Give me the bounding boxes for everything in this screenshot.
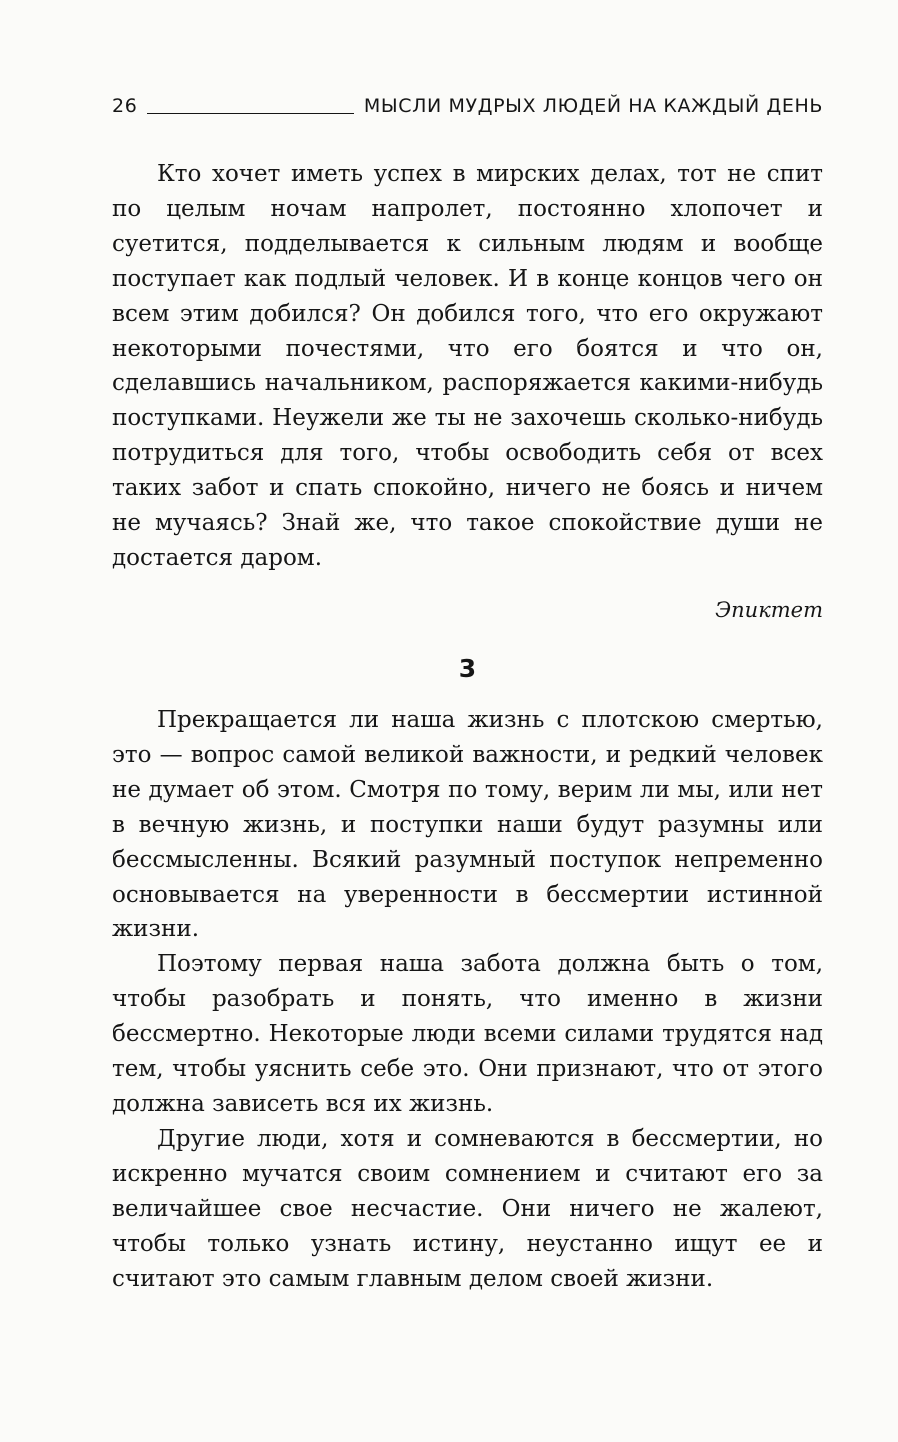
running-header	[112, 97, 823, 116]
section-number: 3	[458, 654, 477, 683]
running-title: МЫСЛИ МУДРЫХ ЛЮДЕЙ НА КАЖДЫЙ ДЕНЬ	[363, 95, 823, 117]
section-paragraph: Поэтому первая наша забота должна быть о том, чтобы разобрать и понять, что именно в жизни бессмертно. Некоторые люди всеми силами трудятся над тем, чтобы уяснить себе это. Они признают, что от этого должна зависеть вся их жизнь.	[112, 951, 823, 1117]
quote-block	[112, 157, 823, 576]
quote-author: Эпиктет	[715, 598, 823, 622]
section-paragraph: Прекращается ли наша жизнь с плотскою смертью, это — вопрос самой великой важности, и редкий человек не думает об этом. Смотря по тому, верим ли мы, или нет в вечную жизнь, и поступки наши будут разумны или бессмысленны. Всякий разумный поступок непременно основывается на уверенности в бессмертии истинной жизни.	[112, 707, 823, 943]
quote-paragraph: Кто хочет иметь успех в мирских делах, тот не спит по целым ночам напролет, постоянно хлопочет и суетится, подделывается к сильным людям и вообще поступает как подлый человек. И в конце концов чего он всем этим добился? Он добился того, что его окружают некоторыми почестями, что его боятся и что он, сделавшись начальником, распоряжается какими-нибудь поступками. Неужели же ты не захочешь сколько-нибудь потрудиться для того, чтобы освободить себя от всех таких забот и спать спокойно, ничего не боясь и ничем не мучаясь? Знай же, что такое спокойствие души не достается даром.	[112, 161, 823, 571]
page-number: 26	[112, 95, 138, 117]
header-rule	[147, 113, 354, 114]
section-body	[112, 703, 823, 1296]
section-paragraph: Другие люди, хотя и сомневаются в бессмертии, но искренно мучатся своим сомнением и считают его за величайшее свое несчастие. Они ничего не жалеют, чтобы только узнать истину, неустанно ищут ее и считают это самым главным делом своей жизни.	[112, 1125, 823, 1292]
